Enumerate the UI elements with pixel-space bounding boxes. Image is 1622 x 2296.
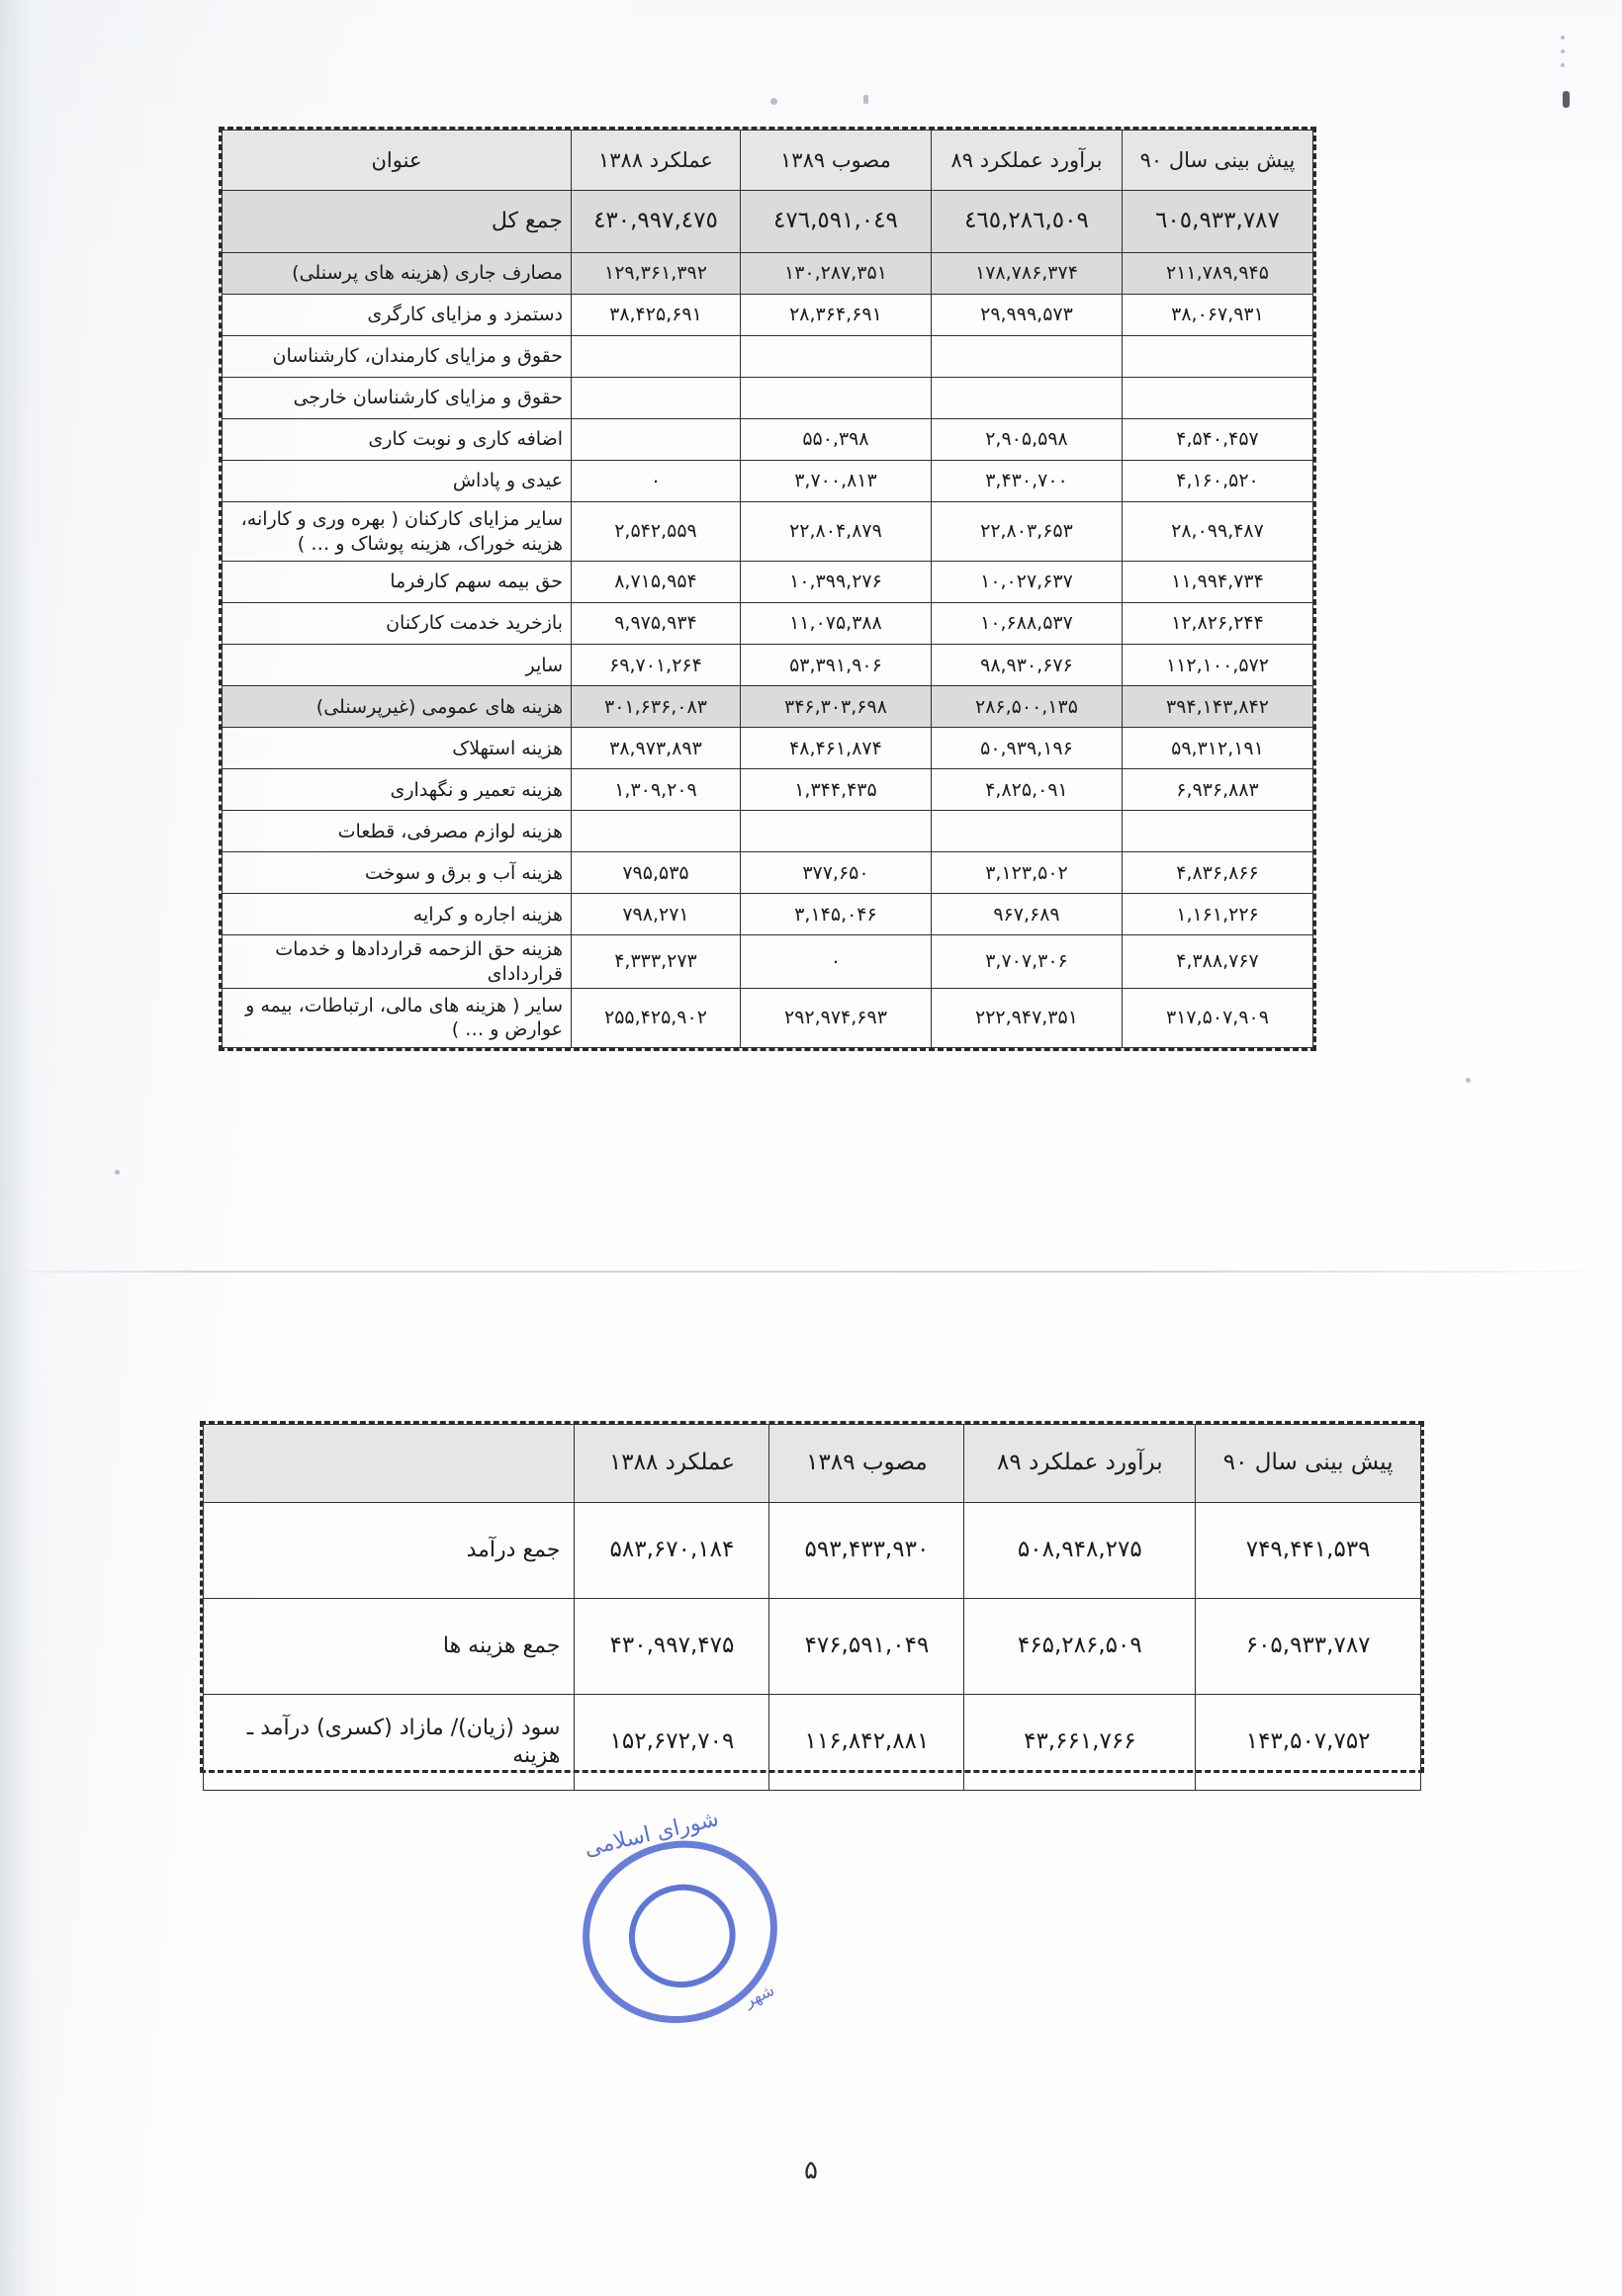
cell-actual-1388: ۷۹۸,۲۷۱ xyxy=(572,894,741,935)
cell-approved-1389: ۱,۳۴۴,۴۳۵ xyxy=(740,769,931,811)
cell-forecast-90: ۲۸,۰۹۹,۴۸۷ xyxy=(1122,502,1312,562)
cell-estimate-89: ۵۰۸,۹۴۸,۲۷۵ xyxy=(964,1503,1196,1599)
col-header-actual-1388: عملکرد ۱۳۸۸ xyxy=(572,131,741,191)
cell-forecast-90: ٦٠٥,٩٣٣,٧٨٧ xyxy=(1122,191,1312,253)
cell-approved-1389: ۱۱,۰۷۵,۳۸۸ xyxy=(740,603,931,645)
cell-actual-1388: ۲,۵۴۲,۵۵۹ xyxy=(572,502,741,562)
cell-forecast-90: ۲۱۱,۷۸۹,۹۴۵ xyxy=(1122,253,1312,295)
scan-speck xyxy=(1466,1078,1471,1083)
cell-forecast-90: ۵۹,۳۱۲,۱۹۱ xyxy=(1122,728,1312,769)
summary-table-container xyxy=(200,1421,1424,1773)
table-row xyxy=(223,253,1313,295)
cell-approved-1389: ۲۲,۸۰۴,۸۷۹ xyxy=(740,502,931,562)
expenses-table-header-row xyxy=(223,131,1313,191)
cell-approved-1389: ۳,۱۴۵,۰۴۶ xyxy=(740,894,931,935)
cell-forecast-90: ۱,۱۶۱,۲۲۶ xyxy=(1122,894,1312,935)
cell-approved-1389: ۱۰,۳۹۹,۲۷۶ xyxy=(740,562,931,603)
cell-forecast-90: ۴,۳۸۸,۷۶۷ xyxy=(1122,935,1312,989)
cell-estimate-89: ۳,۱۲۳,۵۰۲ xyxy=(931,852,1122,894)
cell-approved-1389: ۳۷۷,۶۵۰ xyxy=(740,852,931,894)
cell-title: سایر ( هزینه های مالی، ارتباطات، بیمه و عوارض و … ) xyxy=(223,988,572,1047)
cell-forecast-90 xyxy=(1122,811,1312,852)
cell-approved-1389: ٤٧٦,٥٩١,٠٤٩ xyxy=(740,191,931,253)
col-header-approved-1389: مصوب ۱۳۸۹ xyxy=(740,131,931,191)
cell-actual-1388 xyxy=(572,378,741,419)
cell-forecast-90: ۱۱,۹۹۴,۷۳۴ xyxy=(1122,562,1312,603)
table-row xyxy=(223,645,1313,686)
summary-table-header-row xyxy=(204,1425,1421,1503)
cell-actual-1388: ۳۸,۹۷۳,۸۹۳ xyxy=(572,728,741,769)
cell-estimate-89: ۴,۸۲۵,۰۹۱ xyxy=(931,769,1122,811)
cell-estimate-89: ۱۰,۰۲۷,۶۳۷ xyxy=(931,562,1122,603)
cell-approved-1389: ۳۴۶,۳۰۳,۶۹۸ xyxy=(740,686,931,728)
cell-approved-1389: ۴۸,۴۶۱,۸۷۴ xyxy=(740,728,931,769)
cell-approved-1389: ۲۸,۳۶۴,۶۹۱ xyxy=(740,295,931,336)
cell-estimate-89: ۳,۴۳۰,۷۰۰ xyxy=(931,461,1122,502)
table-row xyxy=(223,728,1313,769)
cell-title: سود (زیان)/ مازاد (کسری) درآمد ـ هزینه xyxy=(204,1695,575,1791)
table-row xyxy=(223,378,1313,419)
cell-estimate-89: ٤٦٥,٢٨٦,٥٠٩ xyxy=(931,191,1122,253)
table-row xyxy=(223,894,1313,935)
cell-actual-1388 xyxy=(572,419,741,461)
cell-approved-1389: ۵۹۳,۴۳۳,۹۳۰ xyxy=(769,1503,964,1599)
cell-title: هزینه اجاره و کرایه xyxy=(223,894,572,935)
table-row xyxy=(223,336,1313,378)
cell-estimate-89: ۲۹,۹۹۹,۵۷۳ xyxy=(931,295,1122,336)
cell-actual-1388: ۱۲۹,۳۶۱,۳۹۲ xyxy=(572,253,741,295)
cell-actual-1388: ۴,۳۳۳,۲۷۳ xyxy=(572,935,741,989)
expenses-table-body xyxy=(223,191,1313,1048)
cell-title: سایر xyxy=(223,645,572,686)
cell-title: هزینه لوازم مصرفی، قطعات xyxy=(223,811,572,852)
table-row xyxy=(223,811,1313,852)
cell-actual-1388: ۶۹,۷۰۱,۲۶۴ xyxy=(572,645,741,686)
cell-forecast-90: ۴,۸۳۶,۸۶۶ xyxy=(1122,852,1312,894)
cell-title: جمع درآمد xyxy=(204,1503,575,1599)
cell-estimate-89: ۵۰,۹۳۹,۱۹۶ xyxy=(931,728,1122,769)
cell-actual-1388 xyxy=(572,811,741,852)
cell-forecast-90 xyxy=(1122,378,1312,419)
cell-actual-1388: ۳۸,۴۲۵,۶۹۱ xyxy=(572,295,741,336)
table-row xyxy=(223,852,1313,894)
cell-approved-1389: ۱۳۰,۲۸۷,۳۵۱ xyxy=(740,253,931,295)
cell-forecast-90: ۴,۱۶۰,۵۲۰ xyxy=(1122,461,1312,502)
cell-approved-1389 xyxy=(740,811,931,852)
table-row xyxy=(223,419,1313,461)
cell-title: هزینه تعمیر و نگهداری xyxy=(223,769,572,811)
table-row xyxy=(223,461,1313,502)
cell-forecast-90: ۷۴۹,۴۴۱,۵۳۹ xyxy=(1196,1503,1421,1599)
table-row xyxy=(223,502,1313,562)
cell-approved-1389: ۲۹۲,۹۷۴,۶۹۳ xyxy=(740,988,931,1047)
cell-approved-1389: ۱۱۶,۸۴۲,۸۸۱ xyxy=(769,1695,964,1791)
cell-actual-1388: ۳۰۱,۶۳۶,۰۸۳ xyxy=(572,686,741,728)
cell-actual-1388: ۲۵۵,۴۲۵,۹۰۲ xyxy=(572,988,741,1047)
table-row xyxy=(223,988,1313,1047)
cell-forecast-90: ۶,۹۳۶,۸۸۳ xyxy=(1122,769,1312,811)
cell-title: حقوق و مزایای کارشناسان خارجی xyxy=(223,378,572,419)
cell-actual-1388: ٤٣٠,٩٩٧,٤٧٥ xyxy=(572,191,741,253)
summary-table xyxy=(203,1424,1421,1791)
summary-table-body xyxy=(204,1503,1421,1791)
cell-forecast-90: ۱۴۳,۵۰۷,۷۵۲ xyxy=(1196,1695,1421,1791)
cell-approved-1389: ۵۵۰,۳۹۸ xyxy=(740,419,931,461)
cell-actual-1388: ۴۳۰,۹۹۷,۴۷۵ xyxy=(575,1599,769,1695)
col-header-forecast-90: پیش بینی سال ۹۰ xyxy=(1122,131,1312,191)
cell-estimate-89 xyxy=(931,336,1122,378)
scan-speck xyxy=(1561,36,1565,40)
cell-title: مصارف جاری (هزینه های پرسنلی) xyxy=(223,253,572,295)
table-row xyxy=(223,191,1313,253)
col-header-title xyxy=(204,1425,575,1503)
cell-approved-1389: ۵۳,۳۹۱,۹۰۶ xyxy=(740,645,931,686)
cell-title: اضافه کاری و نوبت کاری xyxy=(223,419,572,461)
cell-actual-1388: ۱,۳۰۹,۲۰۹ xyxy=(572,769,741,811)
cell-forecast-90: ۳۹۴,۱۴۳,۸۴۲ xyxy=(1122,686,1312,728)
cell-forecast-90: ۱۲,۸۲۶,۲۴۴ xyxy=(1122,603,1312,645)
table-row xyxy=(223,935,1313,989)
col-header-estimate-89: برآورد عملکرد ۸۹ xyxy=(964,1425,1196,1503)
expenses-table xyxy=(222,130,1313,1048)
cell-approved-1389: ۴۷۶,۵۹۱,۰۴۹ xyxy=(769,1599,964,1695)
table-row xyxy=(204,1599,1421,1695)
cell-title: هزینه های عمومی (غیرپرسنلی) xyxy=(223,686,572,728)
cell-actual-1388: ۷۹۵,۵۳۵ xyxy=(572,852,741,894)
scan-speck xyxy=(1561,63,1565,67)
cell-title: جمع هزینه ها xyxy=(204,1599,575,1695)
cell-estimate-89: ۴۶۵,۲۸۶,۵۰۹ xyxy=(964,1599,1196,1695)
cell-title: هزینه استهلاک xyxy=(223,728,572,769)
table-row xyxy=(223,295,1313,336)
cell-title: دستمزد و مزایای کارگری xyxy=(223,295,572,336)
table-row xyxy=(223,686,1313,728)
cell-forecast-90: ۶۰۵,۹۳۳,۷۸۷ xyxy=(1196,1599,1421,1695)
cell-estimate-89: ۹۶۷,۶۸۹ xyxy=(931,894,1122,935)
cell-forecast-90: ۴,۵۴۰,۴۵۷ xyxy=(1122,419,1312,461)
cell-estimate-89: ۴۳,۶۶۱,۷۶۶ xyxy=(964,1695,1196,1791)
cell-actual-1388 xyxy=(572,336,741,378)
scan-speck xyxy=(115,1170,120,1175)
table-row xyxy=(204,1695,1421,1791)
cell-title: بازخرید خدمت کارکنان xyxy=(223,603,572,645)
cell-title: جمع کل xyxy=(223,191,572,253)
table-row xyxy=(223,562,1313,603)
cell-actual-1388: ۹,۹۷۵,۹۳۴ xyxy=(572,603,741,645)
cell-estimate-89: ۲۲۲,۹۴۷,۳۵۱ xyxy=(931,988,1122,1047)
cell-title: هزینه آب و برق و سوخت xyxy=(223,852,572,894)
page-number: ۵ xyxy=(804,2156,818,2185)
cell-estimate-89: ۱۷۸,۷۸۶,۳۷۴ xyxy=(931,253,1122,295)
cell-title: عیدی و پاداش xyxy=(223,461,572,502)
cell-approved-1389 xyxy=(740,336,931,378)
table-row xyxy=(223,769,1313,811)
col-header-forecast-90: پیش بینی سال ۹۰ xyxy=(1196,1425,1421,1503)
cell-actual-1388: ۸,۷۱۵,۹۵۴ xyxy=(572,562,741,603)
scan-speck xyxy=(1563,91,1570,108)
cell-estimate-89: ۲,۹۰۵,۵۹۸ xyxy=(931,419,1122,461)
cell-estimate-89: ۹۸,۹۳۰,۶۷۶ xyxy=(931,645,1122,686)
cell-forecast-90: ۳۱۷,۵۰۷,۹۰۹ xyxy=(1122,988,1312,1047)
cell-forecast-90: ۱۱۲,۱۰۰,۵۷۲ xyxy=(1122,645,1312,686)
cell-estimate-89: ۳,۷۰۷,۳۰۶ xyxy=(931,935,1122,989)
cell-forecast-90: ۳۸,۰۶۷,۹۳۱ xyxy=(1122,295,1312,336)
stamp-text-bottom: شهر xyxy=(741,1980,778,2012)
cell-approved-1389 xyxy=(740,378,931,419)
cell-estimate-89: ۲۸۶,۵۰۰,۱۳۵ xyxy=(931,686,1122,728)
cell-actual-1388: ۱۵۲,۶۷۲,۷۰۹ xyxy=(575,1695,769,1791)
cell-estimate-89 xyxy=(931,811,1122,852)
cell-actual-1388: ۵۸۳,۶۷۰,۱۸۴ xyxy=(575,1503,769,1599)
col-header-title: عنوان xyxy=(223,131,572,191)
scan-left-shadow xyxy=(0,0,57,2296)
table-row xyxy=(204,1503,1421,1599)
cell-approved-1389: ۰ xyxy=(740,935,931,989)
cell-estimate-89: ۱۰,۶۸۸,۵۳۷ xyxy=(931,603,1122,645)
expenses-table-container xyxy=(219,127,1316,1051)
cell-actual-1388: ۰ xyxy=(572,461,741,502)
scan-speck xyxy=(863,95,868,104)
cell-title: حق بیمه سهم کارفرما xyxy=(223,562,572,603)
cell-title: حقوق و مزایای کارمندان، کارشناسان xyxy=(223,336,572,378)
col-header-actual-1388: عملکرد ۱۳۸۸ xyxy=(575,1425,769,1503)
scan-speck xyxy=(770,98,777,105)
col-header-estimate-89: برآورد عملکرد ۸۹ xyxy=(931,131,1122,191)
stamp-text-top: شورای اسلامی xyxy=(582,1807,722,1862)
scan-speck xyxy=(1561,49,1565,53)
cell-title: سایر مزایای کارکنان ( بهره وری و کارانه، هزینه خوراک، هزینه پوشاک و … ) xyxy=(223,502,572,562)
cell-estimate-89: ۲۲,۸۰۳,۶۵۳ xyxy=(931,502,1122,562)
col-header-approved-1389: مصوب ۱۳۸۹ xyxy=(769,1425,964,1503)
cell-approved-1389: ۳,۷۰۰,۸۱۳ xyxy=(740,461,931,502)
cell-title: هزینه حق الزحمه قراردادها و خدمات قراردادای xyxy=(223,935,572,989)
cell-estimate-89 xyxy=(931,378,1122,419)
cell-forecast-90 xyxy=(1122,336,1312,378)
table-row xyxy=(223,603,1313,645)
scan-fold-line xyxy=(0,1271,1622,1273)
